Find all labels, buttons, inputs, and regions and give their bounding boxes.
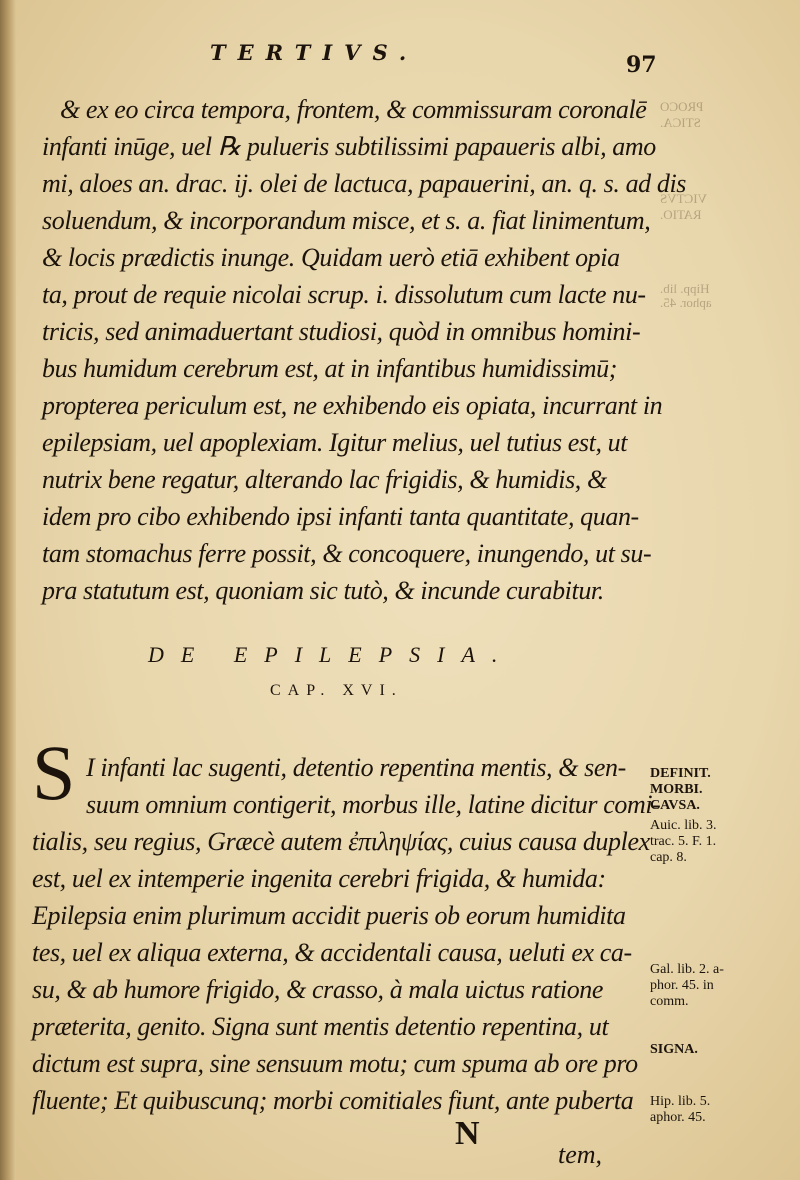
text-line: nutrix bene regatur, alterando lac frigidis, & humidis, & (42, 465, 607, 494)
running-head: TERTIVS. (210, 40, 419, 65)
margin-note-hippocrates: aphor. 45. (650, 1110, 706, 1125)
margin-note-morbi: MORBI. (650, 782, 703, 797)
text-line: soluendum, & incorporandum misce, et s. a. fiat linimentum, (42, 206, 651, 235)
text-line: epilepsiam, uel apoplexiam. Igitur melius, uel tutius est, ut (42, 428, 628, 457)
text-line: idem pro cibo exhibendo ipsi infanti tanta quantitate, quan- (42, 502, 639, 531)
margin-note-definit: DEFINIT. (650, 766, 711, 781)
text-line: ta, prout de requie nicolai scrup. i. dissolutum cum lacte nu- (42, 280, 646, 309)
text-line: propterea periculum est, ne exhibendo eis opiata, incurrant in (42, 391, 663, 420)
margin-note-galen: Gal. lib. 2. a- (650, 962, 724, 977)
section-heading: DE EPILEPSIA. (148, 642, 515, 667)
text-line: præterita, genito. Signa sunt mentis detentio repentina, ut (32, 1012, 609, 1041)
text-line: tricis, sed animaduertant studiosi, quòd in omnibus homini- (42, 317, 641, 346)
drop-cap: S (32, 729, 76, 816)
margin-note-avicenna: cap. 8. (650, 850, 687, 865)
page-number: 97 (626, 52, 657, 78)
show-through-text: PROCO (660, 99, 704, 114)
chapter-label: CAP. XVI. (270, 682, 403, 699)
text-line: infanti inūge, uel ℞ pulueris subtilissimi papaueris albi, amo (42, 132, 656, 161)
text-line: tes, uel ex aliqua externa, & accidentali causa, ueluti ex ca- (32, 938, 632, 967)
margin-note-signa: SIGNA. (650, 1042, 698, 1057)
show-through-text: aphor. 45. (660, 295, 712, 310)
margin-note-galen: phor. 45. in (650, 978, 714, 993)
margin-note-avicenna: Auic. lib. 3. (650, 818, 717, 833)
show-through-text: Hipp. lib. (660, 281, 710, 296)
text-line: tam stomachus ferre possit, & concoquere, inungendo, ut su- (42, 539, 652, 568)
text-line: pra statutum est, quoniam sic tutò, & incunde curabitur. (42, 576, 604, 605)
text-line: su, & ab humore frigido, & crasso, à mala uictus ratione (32, 975, 604, 1004)
text-line: & ex eo circa tempora, frontem, & commissuram coronalē (60, 95, 647, 124)
text-line: & locis prædictis inunge. Quidam uerò etiā exhibent opia (42, 243, 620, 272)
show-through-text: RATIO. (660, 207, 702, 222)
text-line: mi, aloes an. drac. ij. olei de lactuca, papauerini, an. q. s. ad dis (42, 169, 687, 198)
catchword: tem, (558, 1140, 603, 1169)
text-line: bus humidum cerebrum est, at in infantibus humidissimū; (42, 354, 618, 383)
text-line: Epilepsia enim plurimum accidit pueris ob eorum humidita (32, 901, 626, 930)
show-through-text: STICA. (660, 115, 701, 130)
show-through-text: VICTVS (660, 191, 707, 206)
text-line: I infanti lac sugenti, detentio repentina mentis, & sen- (86, 753, 626, 782)
margin-note-hippocrates: Hip. lib. 5. (650, 1094, 711, 1109)
text-line: dictum est supra, sine sensuum motu; cum spuma ab ore pro (32, 1049, 638, 1078)
signature-mark: N (455, 1115, 480, 1152)
margin-note-avicenna: trac. 5. F. 1. (650, 834, 717, 849)
text-line: tialis, seu regius, Græcè autem ἐπιληψίας, cuius causa duplex (32, 827, 650, 856)
margin-note-galen: comm. (650, 994, 689, 1009)
binding-gutter (0, 0, 16, 1180)
margin-note-causa: CAVSA. (650, 798, 700, 813)
text-line: fluente; Et quibuscunq; morbi comitiales fiunt, ante puberta (32, 1086, 634, 1115)
text-line: est, uel ex intemperie ingenita cerebri frigida, & humida: (32, 864, 606, 893)
text-line: suum omnium contigerit, morbus ille, latine dicitur comi- (86, 790, 661, 819)
